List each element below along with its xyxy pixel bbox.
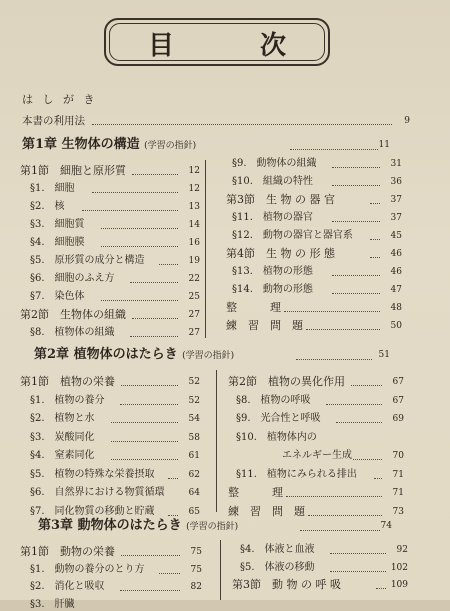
section-entry: 第4節 生 物 の 形 態	[226, 247, 335, 260]
leader-line	[376, 588, 386, 589]
leader-line	[111, 459, 178, 460]
section-entry: 第2節 植物の異化作用	[228, 375, 345, 388]
leader-line	[370, 239, 380, 240]
leader-line	[308, 515, 382, 516]
subsection-entry: §5. 体液の移動	[240, 561, 315, 573]
subsection-entry: §3. 細胞質	[30, 219, 85, 230]
subsection-entry: §1. 細胞	[30, 183, 75, 194]
subsection-entry: §1. 植物の養分	[30, 394, 105, 406]
leader-line	[290, 149, 378, 150]
subsection-entry: §8. 植物体の組織	[30, 327, 115, 338]
leader-line	[332, 275, 380, 276]
page-number: 31	[390, 159, 402, 169]
page-number: 47	[390, 285, 402, 295]
section-entry: 第3節 生 物 の 器 官	[226, 193, 335, 206]
page-number: 102	[390, 562, 408, 573]
chapter-2-heading	[34, 347, 234, 364]
leader-line	[300, 530, 380, 531]
title-frame	[104, 18, 330, 66]
leader-line	[101, 228, 178, 229]
page-number: 9	[404, 116, 410, 126]
column-divider	[220, 540, 221, 600]
leader-line	[101, 300, 178, 301]
page-number: 46	[390, 267, 402, 277]
subsection-entry: §3. 肝臓	[30, 598, 75, 610]
page-number: 69	[392, 414, 404, 424]
page-number: 109	[390, 580, 408, 590]
page-number: 27	[188, 328, 200, 338]
subsection-entry: §4. 窒素同化	[30, 450, 95, 461]
page-number: 58	[188, 432, 200, 443]
page-number: 37	[390, 213, 402, 223]
page-title: 目 次	[147, 31, 316, 61]
subsection-entry: §2. 消化と吸収	[30, 581, 105, 592]
column-divider	[205, 160, 206, 338]
subsection-entry: §11. 植物の器官	[232, 212, 313, 223]
section-entry: 整 理	[228, 486, 283, 499]
leader-line	[306, 329, 380, 330]
section-entry: 第2節 生物体の組織	[20, 308, 126, 321]
subsection-entry: §2. 植物と水	[30, 413, 95, 424]
page-number: 74	[380, 521, 392, 531]
page-number: 12	[188, 166, 200, 176]
leader-line	[132, 318, 178, 319]
chapter-note: (学習の指針)	[144, 141, 197, 151]
page-number: 65	[188, 506, 200, 517]
leader-line	[374, 478, 382, 479]
leader-line	[351, 385, 382, 386]
leader-line	[111, 422, 178, 423]
section-entry: 第3節 動 物 の 呼 吸	[232, 578, 341, 591]
subsection-entry: §9. 動物体の組織	[232, 158, 317, 169]
leader-line	[121, 385, 178, 386]
subsection-entry: §2. 核	[30, 201, 65, 212]
leader-line	[111, 441, 178, 442]
chapter-title: 第3章 動物体のはたらき	[38, 518, 182, 533]
subsection-entry: §7. 同化物質の移動と貯蔵	[30, 505, 155, 517]
page-number: 48	[390, 303, 402, 313]
leader-line	[370, 203, 380, 204]
page-number: 45	[390, 231, 402, 241]
subsection-entry: §5. 植物の特殊な栄養摂取	[30, 468, 155, 480]
chapter-note: (学習の指針)	[186, 522, 239, 532]
page-number: 51	[378, 350, 390, 360]
chapter-note: (学習の指針)	[182, 351, 235, 361]
leader-line	[286, 496, 382, 497]
leader-line	[336, 422, 382, 423]
subsection-entry: エネルギー生成	[282, 450, 352, 461]
chapter-title: 第1章 生物体の構造	[22, 137, 140, 152]
leader-line	[120, 590, 180, 591]
leader-line	[168, 478, 178, 479]
leader-line	[353, 459, 382, 460]
chapter-3-heading	[38, 518, 238, 535]
subsection-entry: §1. 動物の養分のとり方	[30, 563, 145, 575]
page-number: 22	[188, 274, 200, 284]
leader-line	[121, 555, 180, 556]
leader-line	[370, 257, 380, 258]
page-number: 71	[392, 469, 404, 480]
page-number: 70	[392, 451, 404, 461]
page-number: 52	[188, 377, 200, 387]
page-number: 11	[378, 140, 390, 150]
page-number: 75	[190, 547, 202, 557]
leader-line	[159, 573, 180, 574]
page-number: 46	[390, 249, 402, 259]
page-number: 54	[188, 414, 200, 424]
preface-entry: は し が き	[22, 93, 98, 106]
leader-line	[296, 359, 372, 360]
subsection-entry: §11. 植物にみられる排出	[236, 468, 357, 480]
subsection-entry: §6. 自然界における物質循環	[30, 487, 165, 498]
leader-line	[92, 192, 178, 193]
page-number: 27	[188, 310, 200, 320]
page-number: 71	[392, 488, 404, 498]
subsection-entry: §13. 植物の形態	[232, 266, 313, 277]
section-entry: 練 習 問 題	[228, 504, 305, 518]
page-number: 16	[188, 238, 200, 248]
column-divider	[216, 370, 217, 512]
section-entry: 練 習 問 題	[226, 319, 303, 332]
leader-line	[332, 167, 380, 168]
section-entry: 第1節 植物の栄養	[20, 375, 115, 388]
leader-line	[330, 571, 386, 572]
subsection-entry: §4. 体液と血液	[240, 544, 315, 555]
leader-line	[326, 404, 382, 405]
page-number: 19	[188, 256, 200, 266]
leader-line	[332, 293, 380, 294]
page-number: 75	[190, 564, 202, 575]
page-number: 67	[392, 395, 404, 406]
subsection-entry: §6. 細胞のふえ方	[30, 273, 115, 284]
leader-line	[332, 221, 380, 222]
chapter-1-heading	[22, 137, 196, 154]
leader-line	[132, 174, 178, 175]
page-number: 82	[190, 582, 202, 592]
page-number: 25	[188, 292, 200, 302]
section-entry: 第1節 動物の栄養	[20, 545, 115, 558]
page-number: 92	[396, 545, 408, 555]
leader-line	[330, 553, 386, 554]
page-number: 14	[188, 220, 200, 230]
leader-line	[130, 336, 178, 337]
subsection-entry: §3. 炭酸同化	[30, 431, 95, 443]
subsection-entry: §9. 光合性と呼吸	[236, 413, 321, 424]
subsection-entry: §12. 動物の器官と器官系	[232, 230, 353, 241]
subsection-entry: §14. 動物の形態	[232, 284, 313, 295]
subsection-entry: §7. 染色体	[30, 291, 85, 302]
leader-line	[101, 246, 178, 247]
leader-line	[168, 515, 178, 516]
section-entry: 第1節 細胞と原形質	[20, 164, 126, 177]
page-number: 62	[188, 469, 200, 480]
subsection-entry: §10. 植物体内の	[236, 431, 317, 443]
section-entry: 整 理	[226, 301, 281, 314]
page-number: 13	[188, 202, 200, 212]
leader-line	[82, 210, 178, 211]
page-number: 52	[188, 395, 200, 406]
subsection-entry: §8. 植物の呼吸	[236, 394, 311, 406]
subsection-entry: §5. 原形質の成分と構造	[30, 255, 145, 266]
page-number: 73	[392, 506, 404, 517]
page-number: 64	[188, 488, 200, 498]
page-number: 67	[392, 377, 404, 387]
usage-entry: 本書の利用法	[22, 115, 85, 127]
page-number: 61	[188, 451, 200, 461]
page-number: 12	[188, 184, 200, 194]
leader-line	[130, 282, 178, 283]
chapter-title: 第2章 植物体のはたらき	[34, 347, 178, 362]
subsection-entry: §4. 細胞膜	[30, 237, 85, 248]
page-number: 37	[390, 195, 402, 205]
leader-line	[92, 124, 392, 125]
leader-line	[159, 264, 178, 265]
leader-line	[284, 311, 380, 312]
page-number: 50	[390, 321, 402, 331]
subsection-entry: §10. 組織の特性	[232, 176, 313, 187]
leader-line	[332, 185, 380, 186]
leader-line	[120, 404, 178, 405]
page-number: 36	[390, 177, 402, 187]
